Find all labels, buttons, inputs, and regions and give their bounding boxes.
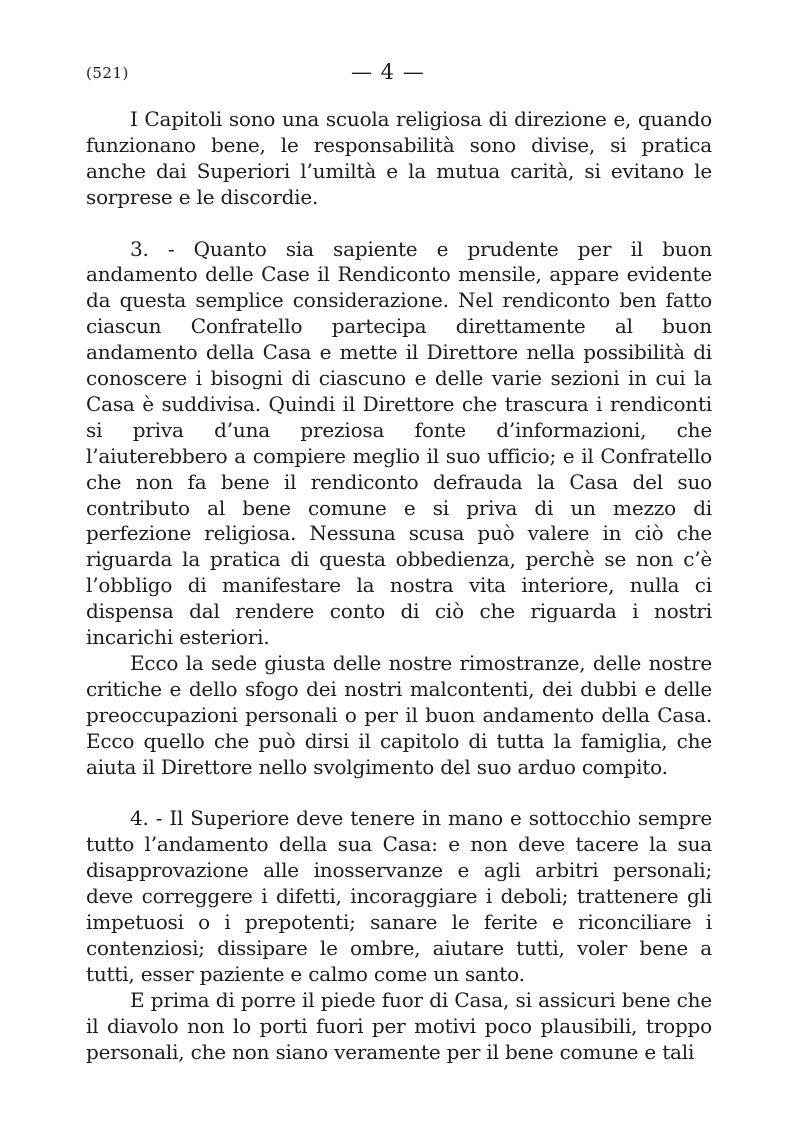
document-number: (521) <box>86 64 129 82</box>
paragraph-fuor-di-casa: E prima di porre il piede fuor di Casa, si assicuri bene che il diavolo non lo porti fuori per motivi poco plausibili, troppo personali, che non siano veramente per il bene comune e tali <box>86 987 712 1064</box>
paragraph-4-superiore: 4. - Il Superiore deve tenere in mano e sottocchio sempre tutto l’andamento della sua Casa: e non deve tacere la sua disapprovazione alle inosservanze e agli arbitri personali; deve correggere i difetti, incoraggiare i deboli; trattenere gli impetuosi o i prepotenti; sanare le ferite e riconciliare i contenziosi; dissipare le ombre, aiutare tutti, voler bene a tutti, esser paziente e calmo come un santo. <box>86 806 712 986</box>
paragraph-rimostranze: Ecco la sede giusta delle nostre rimostranze, delle nostre critiche e dello sfogo dei nostri malcontenti, dei dubbi e delle preoccupazioni personali o per il buon andamento della Casa. Ecco quello che può dirsi il capitolo di tutta la famiglia, che aiuta il Direttore nello svolgimento del suo arduo compito. <box>86 651 712 779</box>
page-body <box>86 107 712 1066</box>
page-header <box>86 60 712 88</box>
page-number: — 4 — <box>351 60 425 84</box>
paragraph-capitoli: I Capitoli sono una scuola religiosa di direzione e, quando funzionano bene, le responsabilità sono divise, si pratica anche dai Superiori l’umiltà e la mutua carità, si evitano le sorprese e le discordie. <box>86 107 712 209</box>
paragraph-3-rendiconto: 3. - Quanto sia sapiente e prudente per il buon andamento delle Case il Rendiconto mensile, appare evidente da questa semplice considerazione. Nel rendiconto ben fatto ciascun Confratello partecipa direttamente al buon andamento della Casa e mette il Direttore nella possibilità di conoscere i bisogni di ciascuno e delle varie sezioni in cui la Casa è suddivisa. Quindi il Direttore che trascura i rendiconti si priva d’una preziosa fonte d’informazioni, che l’aiuterebbero a compiere meglio il suo ufficio; e il Confratello che non fa bene il rendiconto defrauda la Casa del suo contributo al bene comune e si priva di un mezzo di perfezione religiosa. Nessuna scusa può valere in ciò che riguarda la pratica di questa obbedienza, perchè se non c’è l’obbligo di manifestare la nostra vita interiore, nulla ci dispensa dal rendere conto di ciò che riguarda i nostri incarichi esteriori. <box>86 236 712 650</box>
